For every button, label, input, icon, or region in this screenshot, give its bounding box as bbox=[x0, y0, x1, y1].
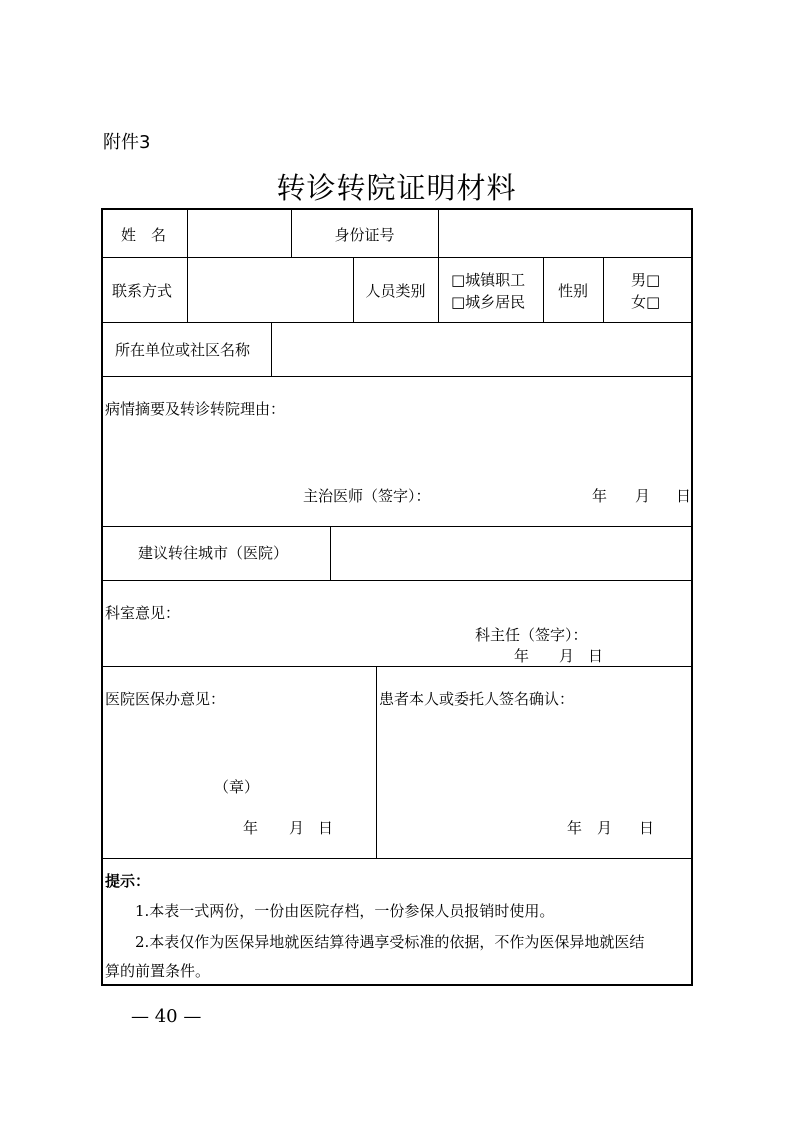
condition-summary-label: 病情摘要及转诊转院理由： bbox=[105, 400, 286, 418]
date-day: 日 bbox=[676, 487, 692, 505]
col-line bbox=[187, 257, 188, 322]
insurance-office-opinion-label: 医院医保办意见： bbox=[105, 690, 226, 708]
row-line bbox=[103, 858, 691, 859]
date-year: 年 bbox=[514, 647, 530, 665]
unit-community-label: 所在单位或社区名称 bbox=[115, 341, 251, 359]
tip-2-continued: 算的前置条件。 bbox=[105, 962, 211, 980]
urban-rural-resident-checkbox[interactable]: □城乡居民 bbox=[451, 293, 526, 311]
date-day: 日 bbox=[588, 647, 604, 665]
department-opinion-label: 科室意见： bbox=[105, 604, 181, 622]
page-title: 转诊转院证明材料 bbox=[276, 171, 517, 205]
col-line bbox=[271, 322, 272, 376]
patient-confirm-label: 患者本人或委托人签名确认： bbox=[379, 690, 575, 708]
urban-employee-checkbox[interactable]: □城镇职工 bbox=[451, 271, 526, 289]
department-head-sign-label: 科主任（签字）： bbox=[475, 626, 588, 644]
row-line bbox=[103, 666, 691, 667]
female-checkbox[interactable]: 女□ bbox=[631, 293, 661, 311]
id-number-label: 身份证号 bbox=[334, 226, 395, 244]
row-line bbox=[103, 322, 691, 323]
name-label: 姓 名 bbox=[121, 226, 167, 244]
attachment-label: 附件3 bbox=[103, 132, 151, 153]
tip-1: 1.本表一式两份，一份由医院存档，一份参保人员报销时使用。 bbox=[135, 902, 555, 920]
gender-label: 性别 bbox=[557, 282, 588, 300]
date-year: 年 bbox=[592, 487, 608, 505]
col-line bbox=[603, 257, 604, 322]
col-line bbox=[438, 210, 439, 257]
suggested-city-hospital-label: 建议转往城市（医院） bbox=[138, 544, 289, 562]
col-line bbox=[376, 666, 377, 858]
tip-2: 2.本表仅作为医保异地就医结算待遇享受标准的依据，不作为医保异地就医结 bbox=[135, 933, 645, 951]
row-line bbox=[103, 580, 691, 581]
personnel-type-label: 人员类别 bbox=[365, 282, 426, 300]
date-month: 月 bbox=[597, 819, 613, 837]
seal-label: （章） bbox=[214, 778, 260, 796]
date-month: 月 bbox=[635, 487, 651, 505]
date-year: 年 bbox=[567, 819, 583, 837]
col-line bbox=[330, 526, 331, 580]
male-checkbox[interactable]: 男□ bbox=[631, 271, 661, 289]
contact-label: 联系方式 bbox=[112, 282, 173, 300]
row-line bbox=[103, 526, 691, 527]
attending-doctor-sign-label: 主治医师（签字）： bbox=[303, 487, 431, 505]
date-month: 月 bbox=[559, 647, 575, 665]
page-number: — 40 — bbox=[131, 1006, 202, 1027]
date-day: 日 bbox=[318, 819, 334, 837]
date-day: 日 bbox=[639, 819, 655, 837]
row-line bbox=[103, 376, 691, 377]
col-line bbox=[187, 210, 188, 257]
referral-form bbox=[101, 208, 693, 986]
date-month: 月 bbox=[289, 819, 305, 837]
tips-label: 提示： bbox=[105, 872, 151, 890]
date-year: 年 bbox=[243, 819, 259, 837]
col-line bbox=[438, 257, 439, 322]
